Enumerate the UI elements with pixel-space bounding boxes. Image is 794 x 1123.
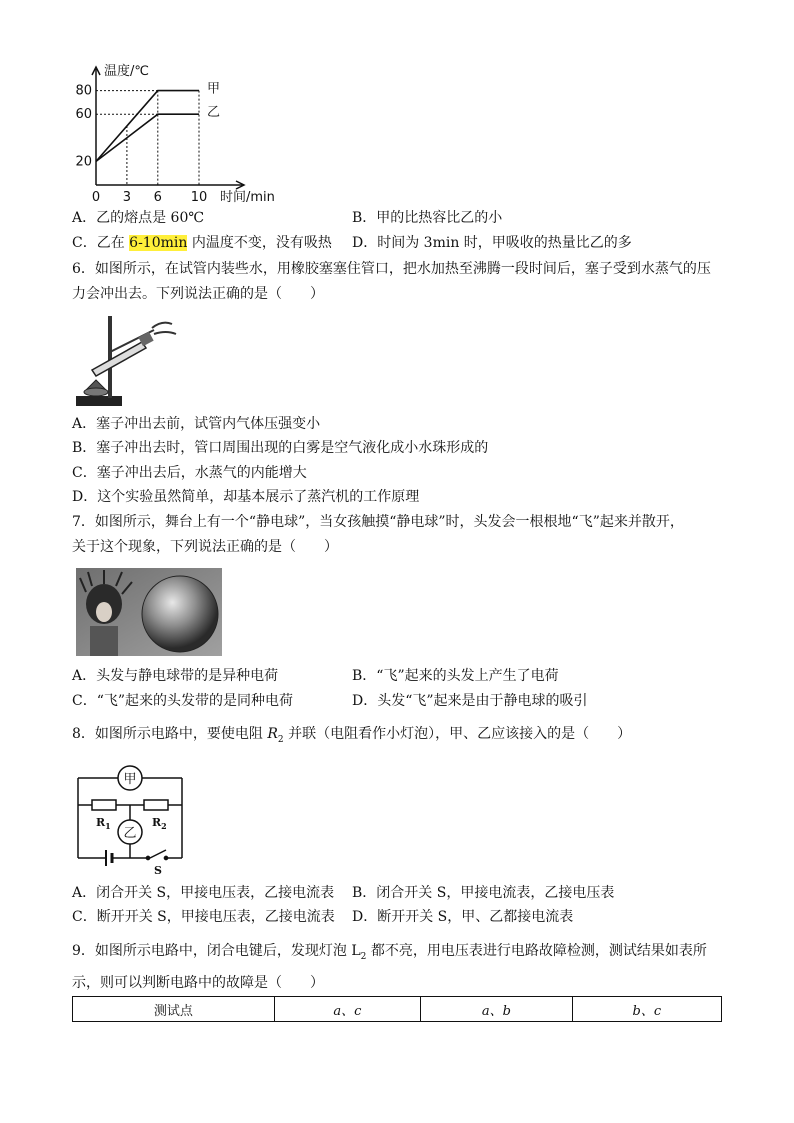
table-row [73, 997, 722, 1022]
x-tick-label: 6 [153, 190, 162, 205]
r2-sub: 2 [161, 821, 167, 831]
q5-option-b: B．甲的比热容比乙的小 [352, 210, 503, 226]
q7-option-a: A．头发与静电球带的是异种电荷 [72, 668, 279, 684]
q6-stem-line1: 6．如图所示，在试管内装些水，用橡胶塞塞住管口，把水加热至沸腾一段时间后，塞子受到水蒸气的压 [72, 261, 711, 277]
q9-stem-sub: 2 [360, 951, 367, 962]
q8-stem-r: R [267, 726, 278, 742]
q5-option-d: D．时间为 3min 时，甲吸收的热量比乙的多 [352, 235, 632, 251]
q5-option-a: A．乙的熔点是 60℃ [72, 210, 205, 226]
test-tube-heating-apparatus [72, 308, 182, 410]
q5-option-c [72, 233, 332, 253]
q7-option-b: B．“飞”起来的头发上产生了电荷 [352, 668, 559, 684]
q9-stem-line2: 示，则可以判断电路中的故障是（ ） [72, 975, 324, 991]
table-header-cell: b、c [572, 997, 721, 1022]
q8-option-d: D．断开开关 S，甲、乙都接电流表 [352, 909, 574, 925]
temperature-time-chart [70, 55, 290, 205]
table-header-cell: a、b [421, 997, 573, 1022]
q6-stem-line2: 力会冲出去。下列说法正确的是（ ） [72, 286, 324, 302]
table-header-cell: a、c [274, 997, 420, 1022]
x-tick-label: 10 [190, 190, 208, 205]
highlighted-time-range: 6-10min [129, 235, 188, 251]
q7-option-c: C．“飞”起来的头发带的是同种电荷 [72, 693, 294, 709]
parallel-circuit-diagram [70, 760, 190, 878]
q8-stem-post: 并联（电阻看作小灯泡），甲、乙应该接入的是（ ） [283, 726, 632, 742]
q8-stem [72, 724, 631, 750]
q6-option-d: D．这个实验虽然简单，却基本展示了蒸汽机的工作原理 [72, 489, 420, 505]
svg-text:R1 [96, 816, 111, 831]
svg-text:R2 [152, 816, 167, 831]
q5-option-c-pre: C．乙在 [72, 235, 130, 251]
y-tick-label: 80 [75, 83, 92, 99]
meter-yi-label: 乙 [123, 826, 137, 841]
q9-stem-post: 都不亮，用电压表进行电路故障检测，测试结果如表所 [366, 943, 707, 959]
x-tick-label: 0 [91, 190, 101, 205]
r1-label: R [96, 816, 106, 829]
q8-option-b: B．闭合开关 S，甲接电流表，乙接电压表 [352, 885, 615, 901]
y-tick-label: 20 [75, 154, 92, 170]
q7-stem-line1: 7．如图所示，舞台上有一个“静电球”，当女孩触摸“静电球”时，头发会一根根地“飞”起来并散开， [72, 514, 684, 530]
x-axis-label: 时间/min [220, 190, 275, 205]
table-header-cell: 测试点 [73, 997, 275, 1022]
q7-option-d: D．头发“飞”起来是由于静电球的吸引 [352, 693, 588, 709]
q8-option-a: A．闭合开关 S，甲接电压表，乙接电流表 [72, 885, 335, 901]
meter-jia-label: 甲 [123, 772, 137, 787]
q9-stem-pre: 9．如图所示电路中，闭合电键后，发现灯泡 L [72, 943, 361, 959]
q6-option-c: C．塞子冲出去后，水蒸气的内能增大 [72, 465, 307, 481]
static-electricity-ball-photo [76, 568, 222, 656]
y-tick-label: 60 [75, 107, 92, 123]
q8-stem-sub: 2 [277, 734, 284, 745]
series-name-0: 甲 [207, 81, 221, 97]
r1-sub: 1 [105, 821, 111, 831]
q7-stem-line2: 关于这个现象，下列说法正确的是（ ） [72, 539, 338, 555]
q9-stem-line1 [72, 941, 707, 967]
q8-stem-pre: 8．如图所示电路中，要使电阻 [72, 726, 268, 742]
series-line-1 [96, 114, 199, 161]
series-name-1: 乙 [207, 105, 221, 121]
switch-label: S [154, 864, 162, 877]
q6-option-a: A．塞子冲出去前，试管内气体压强变小 [72, 416, 321, 432]
test-results-table [72, 996, 722, 1022]
series-line-0 [96, 91, 199, 162]
q6-option-b: B．塞子冲出去时，管口周围出现的白雾是空气液化成小水珠形成的 [72, 440, 489, 456]
r2-label: R [152, 816, 162, 829]
q8-option-c: C．断开开关 S，甲接电压表，乙接电流表 [72, 909, 335, 925]
q5-option-c-post: 内温度不变，没有吸热 [187, 235, 332, 251]
y-axis-label: 温度/℃ [104, 64, 149, 79]
x-tick-label: 3 [122, 190, 132, 205]
